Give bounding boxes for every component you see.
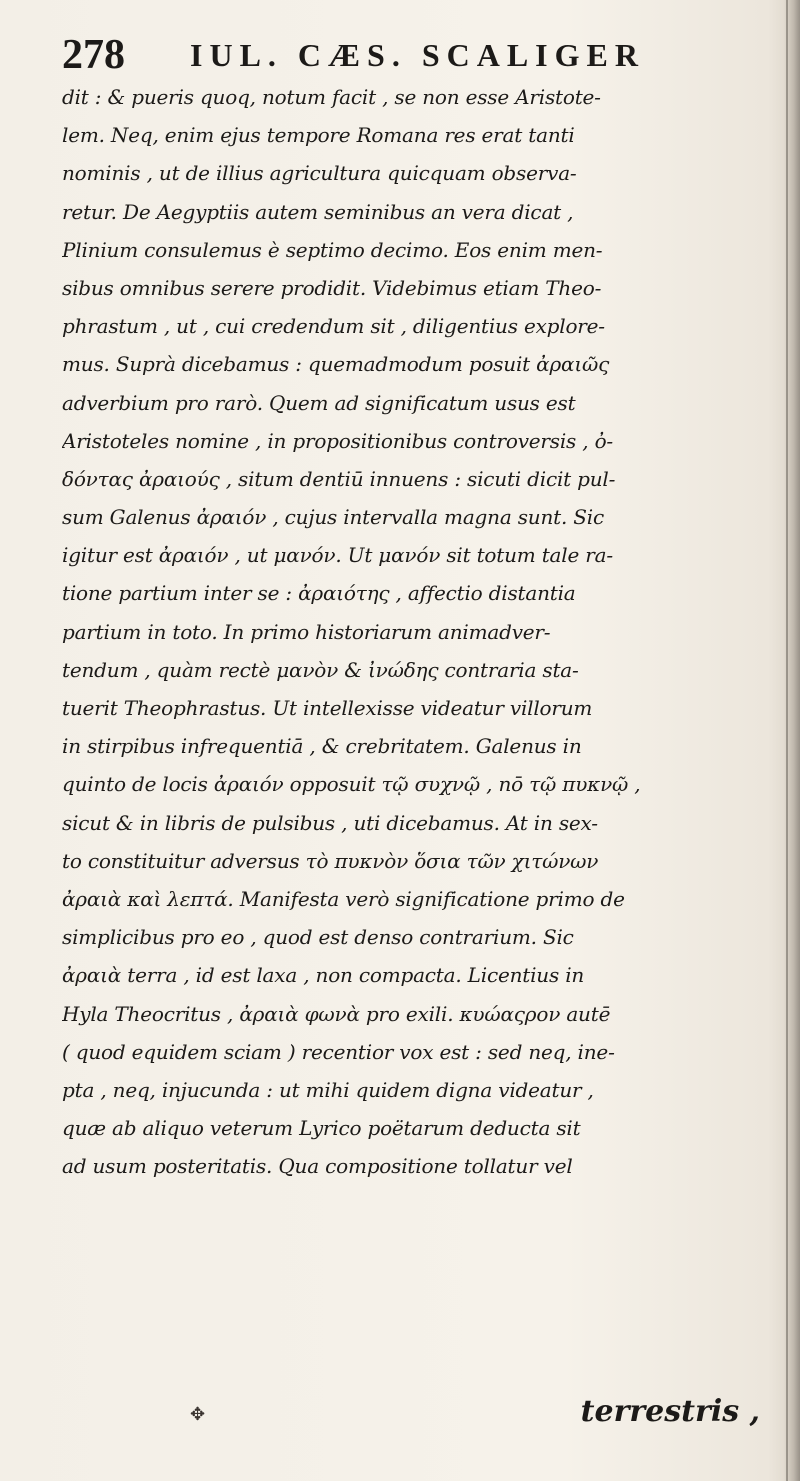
gutter-line bbox=[786, 0, 788, 1481]
text-line: lem. Neq, enim ejus tempore Romana res erat tanti bbox=[62, 123, 575, 148]
text-block bbox=[62, 78, 768, 1185]
text-line: igitur est ἀραιόν , ut μανόν. Ut μανόν sit totum tale ra- bbox=[62, 543, 613, 568]
text-line: nominis , ut de illius agricultura quicquam observa- bbox=[62, 161, 577, 186]
page-number: 278 bbox=[62, 32, 125, 78]
text-line: ἀραιὰ terra , id est laxa , non compacta. Licentius in bbox=[62, 963, 585, 988]
text-line: ( quod equidem sciam ) recentior vox est : sed neq, ine- bbox=[62, 1039, 615, 1064]
text-line: Plinium consulemus è septimo decimo. Eos enim men- bbox=[62, 237, 603, 262]
text-line: sicut & in libris de pulsibus , uti dicebamus. At in sex- bbox=[62, 810, 598, 835]
text-line: phrastum , ut , cui credendum sit , diligentius explore- bbox=[62, 314, 605, 339]
text-line: adverbium pro rarò. Quem ad significatum usus est bbox=[62, 390, 576, 415]
text-line: in stirpibus infrequentiā , & crebritatem. Galenus in bbox=[62, 734, 582, 759]
text-line: simplicibus pro eo , quod est denso contrarium. Sic bbox=[62, 925, 574, 950]
text-line: dit : & pueris quoq, notum facit , se non esse Aristote- bbox=[62, 85, 601, 109]
text-line: tendum , quàm rectè μανὸν & ἰνώδης contraria sta- bbox=[62, 657, 579, 682]
text-line: Aristoteles nomine , in propositionibus controversis , ὀ- bbox=[62, 428, 613, 453]
text-line: tuerit Theophrastus. Ut intellexisse videatur villorum bbox=[62, 696, 593, 720]
text-line: to constituitur adversus τὸ πυκνὸν ὅσια τῶν χιτώνων bbox=[62, 848, 599, 873]
catchword: terrestris , bbox=[580, 1394, 760, 1429]
ornament-icon: ✥ bbox=[190, 1404, 206, 1425]
text-line: ἀραιὰ καὶ λεπτά. Manifesta verò significatione primo de bbox=[62, 886, 625, 911]
running-header bbox=[62, 30, 762, 80]
text-line: tione partium inter se : ἀραιότης , affectio distantia bbox=[62, 581, 576, 606]
text-line: sibus omnibus serere prodidit. Videbimus etiam Theo- bbox=[62, 275, 602, 300]
text-line: partium in toto. In primo historiarum animadver- bbox=[62, 619, 551, 644]
text-line: quinto de locis ἀραιόν opposuit τῷ συχνῷ , nō τῷ πυκνῷ , bbox=[62, 772, 641, 797]
text-line: retur. De Aegyptiis autem seminibus an vera dicat , bbox=[62, 199, 574, 224]
text-line: quæ ab aliquo veterum Lyrico poëtarum deducta sit bbox=[62, 1116, 581, 1141]
text-line: mus. Suprà dicebamus : quemadmodum posuit ἀραιῶς bbox=[62, 352, 610, 377]
text-line: δόντας ἀραιούς , situm dentiū innuens : sicuti dicit pul- bbox=[62, 466, 616, 491]
running-title: IUL. CÆS. SCALIGER bbox=[190, 37, 645, 73]
text-line: Hyla Theocritus , ἀραιὰ φωνὰ pro exili. κυώαςρον autē bbox=[62, 1001, 611, 1026]
text-line: ad usum posteritatis. Qua compositione tollatur vel bbox=[62, 1154, 573, 1179]
text-line: pta , neq, injucunda : ut mihi quidem digna videatur , bbox=[62, 1077, 594, 1102]
text-line: sum Galenus ἀραιόν , cujus intervalla magna sunt. Sic bbox=[62, 505, 604, 530]
